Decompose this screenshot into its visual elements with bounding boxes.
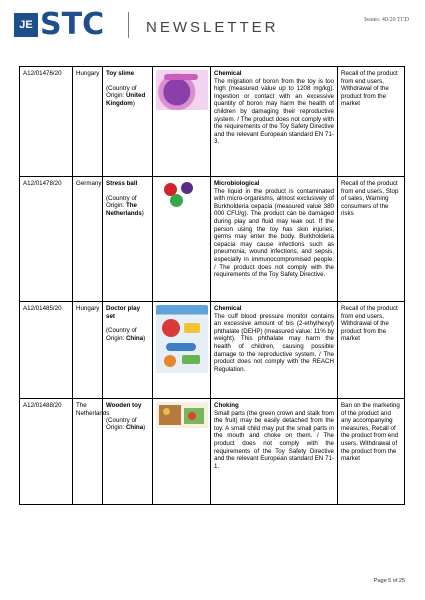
product-name: Toy slime — [106, 70, 135, 77]
risk-description: The cuff blood pressure monitor contains an excessive amount of bis (2-ethylhexyl) phthalate (DEHP) (measured value: 11% by weight). This phthalate may harm the health of children, causing possible damage to the reproductive system. / The product does not comply with the REACH Regulation. — [214, 312, 334, 373]
product-cell — [103, 399, 153, 505]
ref-number: A12/01478/20 — [20, 177, 73, 302]
ref-number: A12/01485/20 — [20, 302, 73, 399]
risk-description: The migration of boron from the toy is too high (measured value up to 1208 mg/kg). Ingestion or contact with an excessive quantity of boron may harm the health of children by damaging their reproductive system. / The product does not comply with the requirements of the Toy Safety Directive and the relevant European standard EN 71-3. — [214, 77, 334, 146]
page-number: Page 5 of 25 — [373, 578, 405, 584]
risk-type: Chemical — [214, 70, 242, 77]
table-row — [20, 67, 405, 177]
risk-description: The liquid in the product is contaminated with micro-organisms, almost exclusively of Burkholderia cepacia (measured value 380 000 CFU/g). The product can be damaged during play and fluid may leak out. If the person using the toy has skin injuries, germs may enter the body. Burkholderia cepacia may cause infections such as pneumonia, wound infections, and sepsis, especially in immunocompromised people. / The product does not comply with the requirements of the Toy Safety Directive. — [214, 187, 334, 279]
risk-cell — [211, 302, 338, 399]
country-of-origin: (Country of Origin: United Kingdom) — [106, 84, 146, 107]
table-row — [20, 177, 405, 302]
notifying-country: Germany — [73, 177, 103, 302]
product-image-cell — [153, 177, 211, 302]
stc-logo-text: STC — [40, 7, 105, 42]
notifying-country: Hungary — [73, 302, 103, 399]
issue-number: Issues: 40/20 TCD — [364, 17, 409, 23]
newsletter-title: NEWSLETTER — [146, 19, 279, 36]
risk-type: Choking — [214, 402, 239, 409]
header-divider — [128, 12, 129, 38]
recall-table — [19, 66, 405, 505]
product-cell — [103, 67, 153, 177]
product-image-cell — [153, 302, 211, 399]
ref-number: A12/01488/20 — [20, 399, 73, 505]
measures-taken: Recall of the product from end users, Stop of sales, Warning consumers of the risks — [338, 177, 405, 302]
page-header — [0, 0, 425, 58]
notifying-country: The Netherlands — [73, 399, 103, 505]
measures-taken: Ban on the marketing of the product and any accompanying measures, Recall of the product from end users, Withdrawal of the product from the market — [338, 399, 405, 505]
product-name: Doctor play set — [106, 305, 141, 320]
product-cell — [103, 302, 153, 399]
stc-logo-mark: JE — [14, 13, 38, 37]
product-cell — [103, 177, 153, 302]
risk-type: Chemical — [214, 305, 242, 312]
stress-ball-photo — [156, 180, 208, 208]
measures-taken: Recall of the product from end users, Withdrawal of the product from the market — [338, 67, 405, 177]
product-image-cell — [153, 67, 211, 177]
product-name: Stress ball — [106, 180, 138, 187]
risk-description: Small parts (the green crown and stalk from the fruit) may be easily detached from the toy. A small child may put the small parts in the mouth and choke on them. / The product does not comply with the requirements of the Toy Safety Directive and the relevant European standard EN 71-1. — [214, 409, 334, 470]
country-of-origin: (Country of Origin: China) — [106, 416, 146, 432]
ref-number: A12/01476/20 — [20, 67, 73, 177]
risk-type: Microbiological — [214, 180, 260, 187]
measures-taken: Recall of the product from end users, Withdrawal of the product from the market — [338, 302, 405, 399]
product-image-cell — [153, 399, 211, 505]
table-row — [20, 399, 405, 505]
notifying-country: Hungary — [73, 67, 103, 177]
country-of-origin: (Country of Origin: The Netherlands) — [106, 194, 144, 217]
risk-cell — [211, 399, 338, 505]
wooden-toy-photo — [156, 402, 208, 428]
table-row — [20, 302, 405, 399]
doctor-play-set-photo — [156, 305, 208, 373]
product-name: Wooden toy — [106, 402, 142, 409]
toy-slime-photo — [156, 70, 208, 110]
risk-cell — [211, 67, 338, 177]
country-of-origin: (Country of Origin: China) — [106, 327, 146, 342]
risk-cell — [211, 177, 338, 302]
